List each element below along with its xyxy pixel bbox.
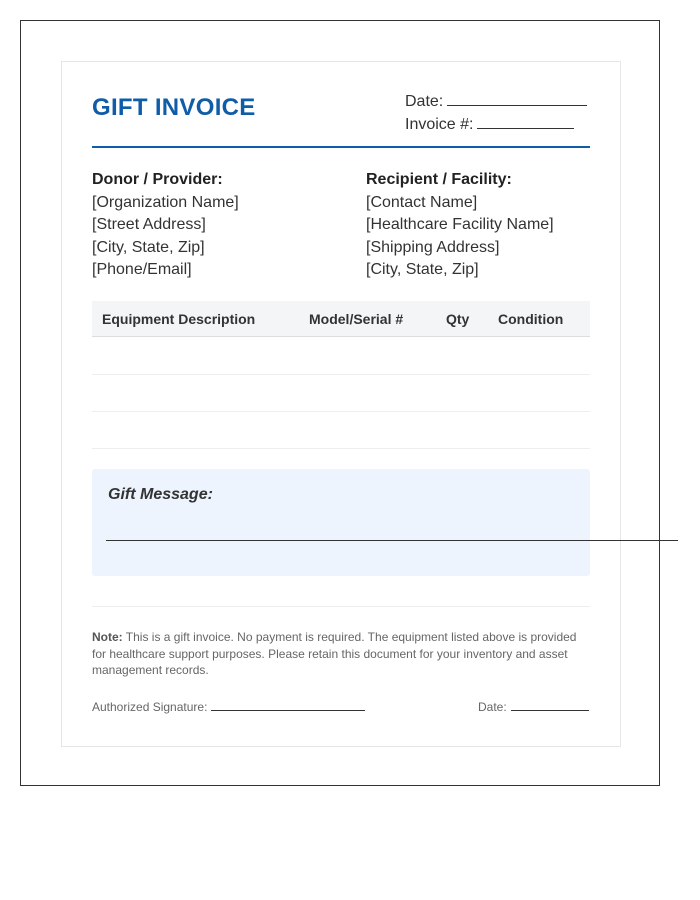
date-line [405, 93, 587, 111]
donor-block [92, 169, 239, 282]
column-equipment-description: Equipment Description [102, 311, 256, 327]
donor-contact: [Phone/Email] [92, 261, 192, 278]
invoice-number-field[interactable] [477, 116, 574, 129]
gift-message-label: Gift Message: [108, 486, 213, 503]
recipient-heading: Recipient / Facility: [366, 171, 512, 188]
footer-divider [92, 606, 590, 607]
column-condition: Condition [498, 311, 564, 327]
note-label: Note: [92, 630, 123, 644]
signature-date-field[interactable] [511, 700, 589, 711]
donor-street: [Street Address] [92, 216, 206, 233]
table-row[interactable] [92, 338, 590, 375]
donor-city: [City, State, Zip] [92, 238, 205, 256]
signature-date-line [478, 700, 589, 714]
column-model-serial: Model/Serial # [309, 311, 404, 327]
invoice-number-label: Invoice #: [405, 116, 474, 133]
date-field[interactable] [447, 93, 587, 106]
invoice-number-line [405, 116, 574, 134]
column-qty: Qty [446, 311, 470, 327]
recipient-address: [Shipping Address] [366, 238, 500, 256]
donor-heading: Donor / Provider: [92, 171, 223, 188]
note-paragraph [92, 629, 590, 679]
recipient-block [366, 169, 554, 282]
recipient-contact: [Contact Name] [366, 193, 478, 211]
table-row[interactable] [92, 375, 590, 412]
authorized-signature-field[interactable] [211, 700, 365, 711]
equipment-table-header [92, 301, 590, 337]
recipient-city: [City, State, Zip] [366, 261, 479, 278]
authorized-signature-label: Authorized Signature: [92, 700, 208, 714]
date-label: Date: [405, 93, 444, 110]
authorized-signature-line [92, 700, 365, 714]
gift-message-field[interactable] [106, 540, 678, 541]
header-divider [92, 146, 590, 148]
note-text: This is a gift invoice. No payment is required. The equipment listed above is provided for healthcare support purposes. Please retain this document for your inventory and asset management records. [92, 630, 577, 677]
signature-date-label: Date: [478, 700, 507, 714]
table-row[interactable] [92, 412, 590, 449]
recipient-facility: [Healthcare Facility Name] [366, 216, 554, 233]
donor-organization: [Organization Name] [92, 193, 239, 211]
invoice-title: GIFT INVOICE [92, 94, 256, 121]
